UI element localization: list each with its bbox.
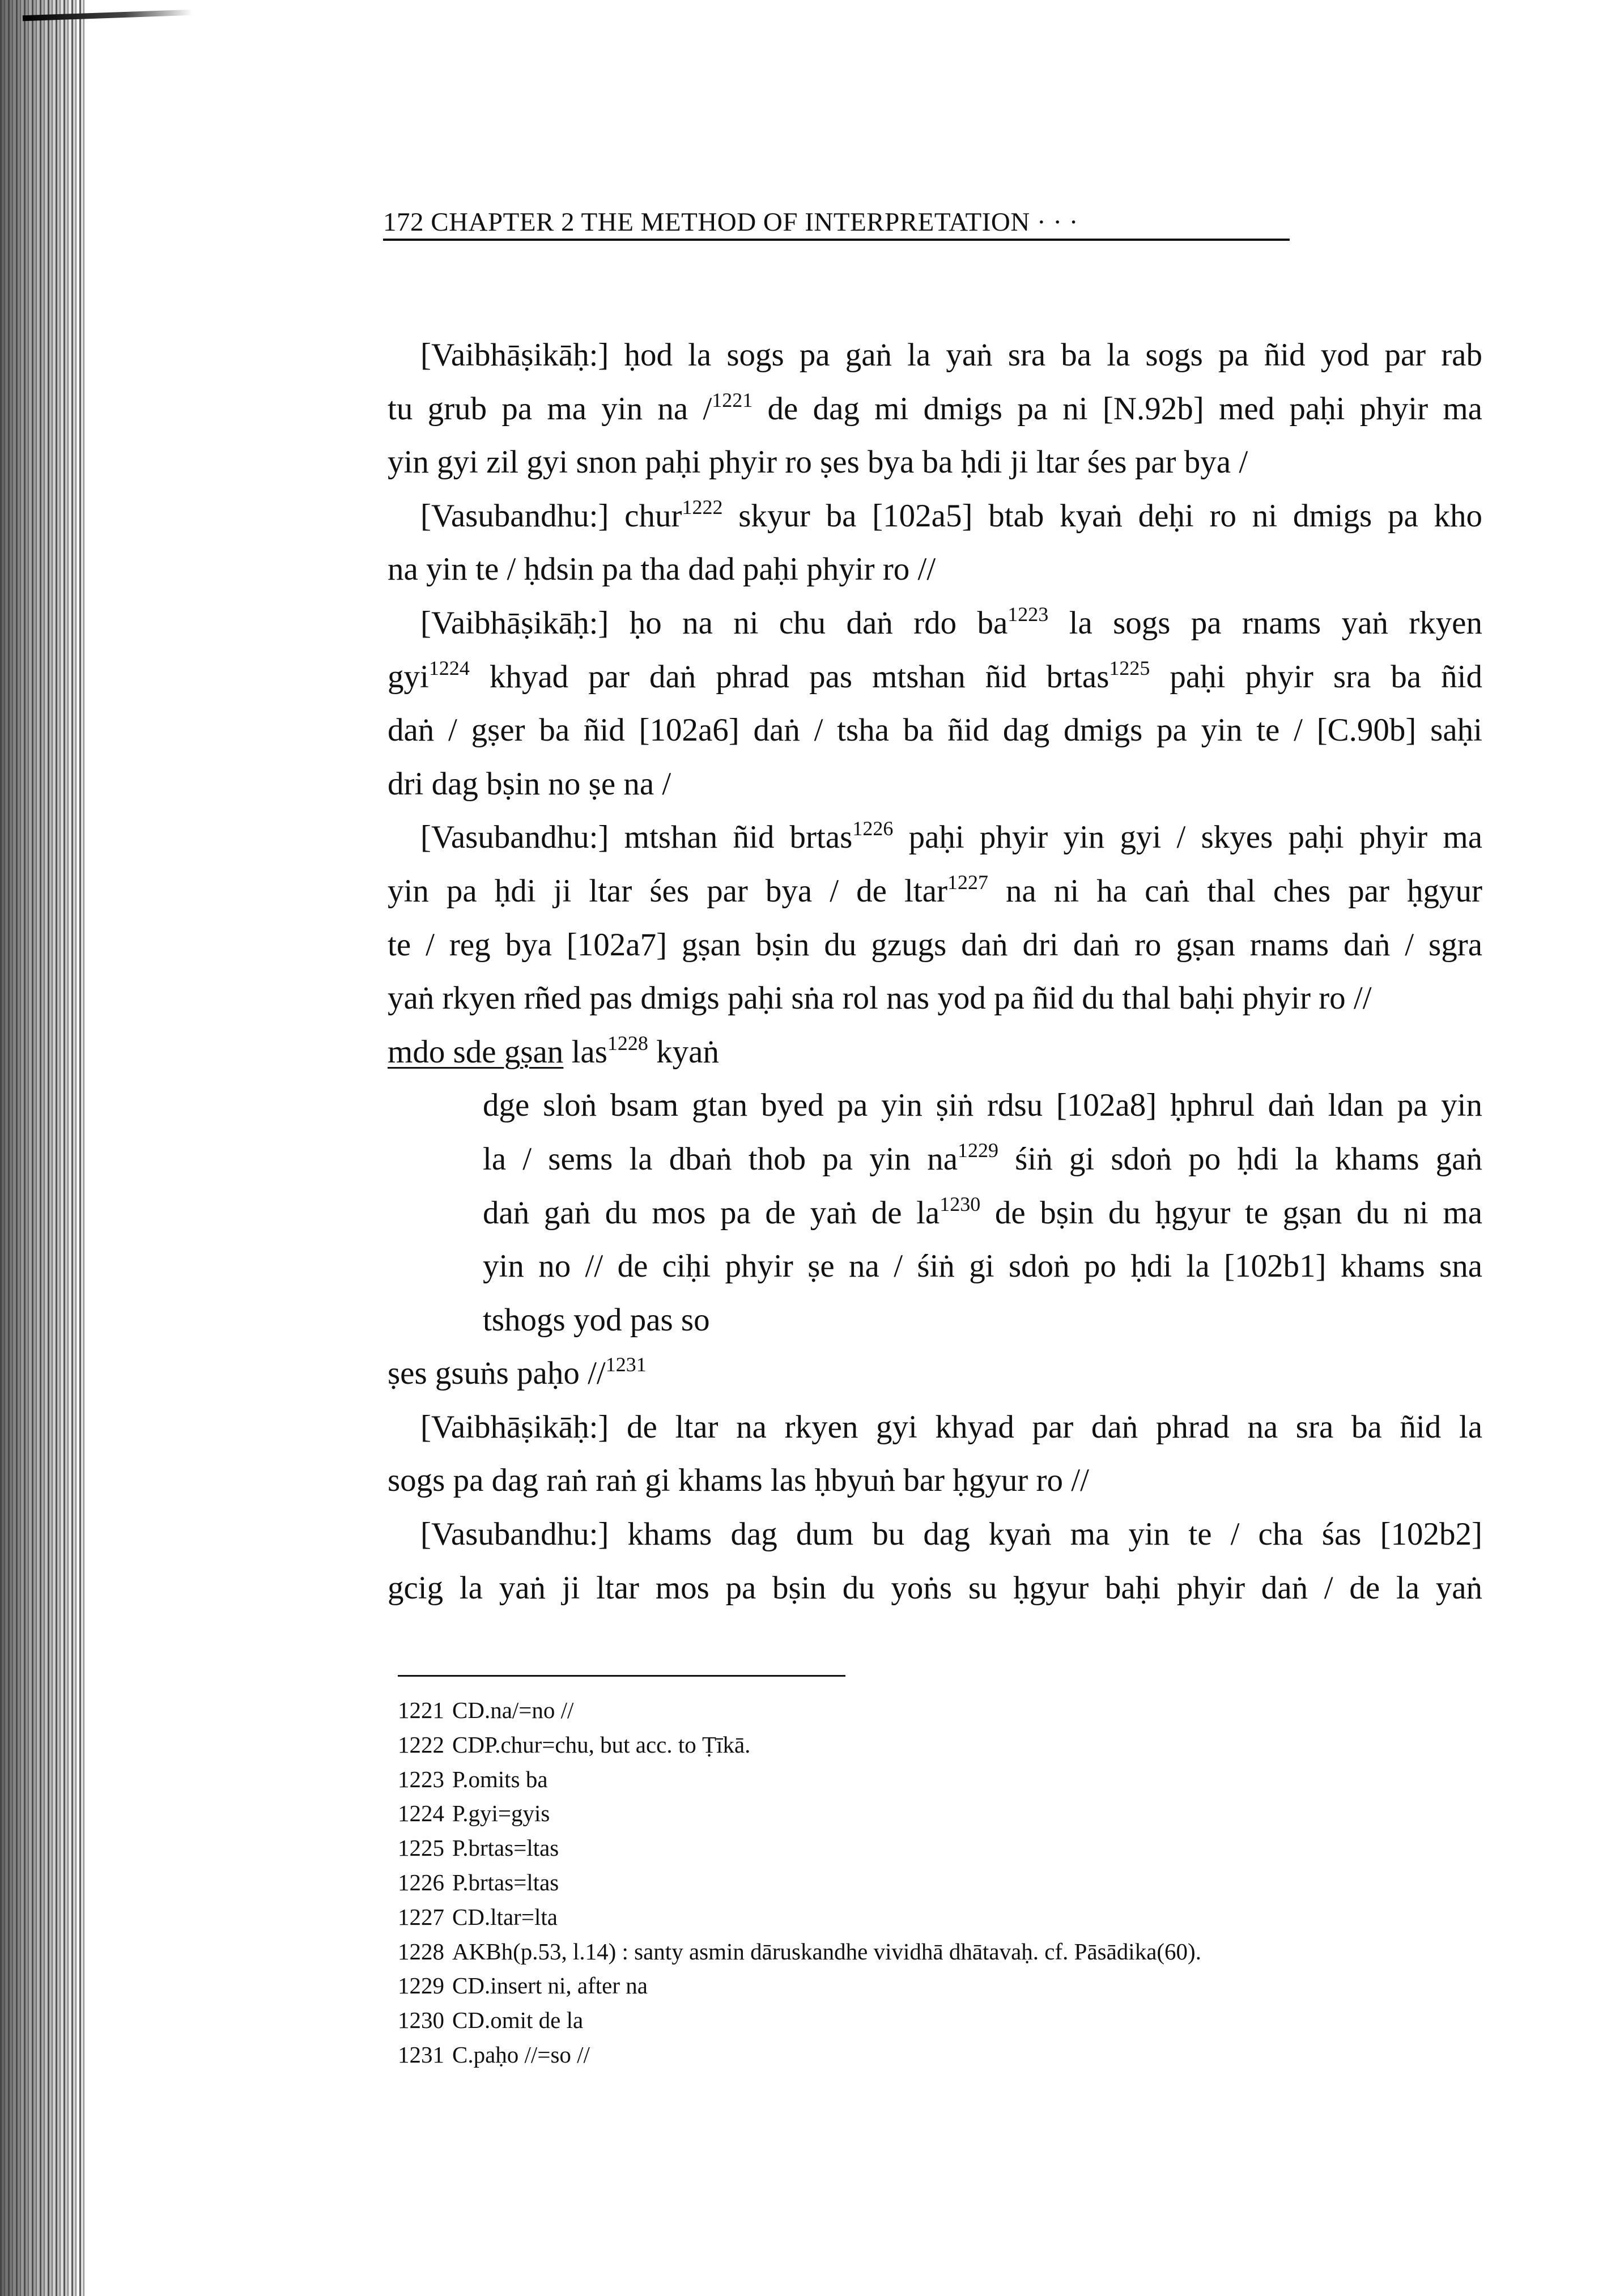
footnote-number: 1227 <box>398 1903 444 1930</box>
footnote-ref: 1229 <box>958 1138 999 1162</box>
text-line <box>388 382 1482 436</box>
footnote-ref: 1224 <box>428 656 470 679</box>
text-line <box>388 1454 1482 1508</box>
footnote-text: P.brtas=ltas <box>452 1835 559 1861</box>
footnote-text: P.omits ba <box>452 1766 548 1792</box>
text-line <box>388 1187 1482 1240</box>
text-segment: tshogs yod pas so <box>483 1302 710 1338</box>
footnote-text: AKBh(p.53, l.14) : santy asmin dāruskandhe vividhā dhātavaḥ. cf. Pāsādika(60). <box>452 1938 1201 1965</box>
text-line <box>388 865 1482 919</box>
footnote <box>398 1796 1201 1831</box>
text-line <box>388 1079 1482 1133</box>
text-segment: dge sloṅ bsam gtan byed pa yin ṣiṅ rdsu [102a8] ḥphrul daṅ ldan pa yin <box>483 1087 1482 1124</box>
text-segment: [Vaibhāṣikāḥ:] ḥod la sogs pa gaṅ la yaṅ sra ba la sogs pa ñid yod par rab <box>420 337 1482 373</box>
footnote <box>398 1728 1201 1762</box>
main-text <box>388 329 1482 1615</box>
text-segment: [Vasubandhu:] khams dag dum bu dag kyaṅ ma yin te / cha śas [102b2] <box>420 1516 1482 1553</box>
scan-binding-edge <box>0 0 85 2296</box>
footnote-number: 1222 <box>398 1731 444 1758</box>
text-segment: sogs pa dag raṅ raṅ gi khams las ḥbyuṅ bar ḥgyur ro // <box>388 1462 1089 1499</box>
footnote-ref: 1225 <box>1109 656 1150 679</box>
footnote-text: CD.ltar=lta <box>452 1903 558 1930</box>
text-segment: daṅ / gṣer ba ñid [102a6] daṅ / tsha ba ñid dag dmigs pa yin te / [C.90b] saḥi <box>388 712 1482 749</box>
text-line <box>388 1562 1482 1615</box>
running-head: 172 CHAPTER 2 THE METHOD OF INTERPRETATION · · · <box>383 207 1290 241</box>
footnote <box>398 1934 1201 1969</box>
footnote-number: 1221 <box>398 1697 444 1723</box>
text-segment: de bṣin du ḥgyur te gṣan du ni ma <box>980 1194 1482 1231</box>
text-segment: la sogs pa rnams yaṅ rkyen <box>1048 605 1482 641</box>
text-segment: daṅ gaṅ du mos pa de yaṅ de la <box>483 1194 940 1231</box>
footnote-ref: 1222 <box>682 495 723 518</box>
text-line <box>388 811 1482 865</box>
footnote-number: 1230 <box>398 2007 444 2034</box>
text-segment: de dag mi dmigs pa ni [N.92b] med paḥi phyir ma <box>753 390 1482 427</box>
footnote-text: CDP.chur=chu, but acc. to Ṭīkā. <box>452 1731 751 1758</box>
footnote <box>398 2003 1201 2038</box>
footnote-ref: 1228 <box>607 1031 648 1055</box>
footnote <box>398 1865 1201 1900</box>
text-segment: [Vasubandhu:] mtshan ñid brtas <box>420 819 853 856</box>
text-line <box>388 1240 1482 1294</box>
text-segment: paḥi phyir yin gyi / skyes paḥi phyir ma <box>893 819 1482 856</box>
footnote <box>398 1762 1201 1797</box>
footnote-ref: 1226 <box>852 817 894 840</box>
text-line <box>388 597 1482 650</box>
footnote-ref: 1227 <box>947 870 988 894</box>
footnote-number: 1229 <box>398 1972 444 1999</box>
text-segment: kyaṅ <box>648 1034 719 1070</box>
footnote-number: 1223 <box>398 1766 444 1792</box>
text-segment: [Vaibhāṣikāḥ:] de ltar na rkyen gyi khyad par daṅ phrad na sra ba ñid la <box>420 1409 1482 1445</box>
text-segment: [Vasubandhu:] chur <box>420 498 682 534</box>
text-line <box>388 490 1482 543</box>
footnote-ref: 1221 <box>712 388 753 411</box>
footnote-number: 1228 <box>398 1938 444 1965</box>
text-line <box>388 543 1482 597</box>
footnote-number: 1224 <box>398 1800 444 1827</box>
underlined-text: mdo sde gṣan <box>388 1034 564 1070</box>
footnote-text: CD.omit de la <box>452 2007 584 2034</box>
text-segment: paḥi phyir sra ba ñid <box>1150 658 1482 695</box>
text-line <box>388 436 1482 490</box>
footnote-number: 1231 <box>398 2041 444 2068</box>
footnote-divider <box>398 1675 845 1677</box>
text-line <box>388 1347 1482 1401</box>
footnote-number: 1225 <box>398 1835 444 1861</box>
text-segment: las <box>563 1034 607 1070</box>
text-line <box>388 1026 1482 1079</box>
footnote-text: CD.na/=no // <box>452 1697 574 1723</box>
text-segment: ṣes gsuṅs paḥo // <box>388 1355 606 1392</box>
text-line <box>388 919 1482 972</box>
text-line <box>388 650 1482 704</box>
footnote-ref: 1231 <box>605 1353 647 1376</box>
text-line <box>388 1294 1482 1347</box>
text-line <box>388 1401 1482 1455</box>
text-segment: la / sems la dbaṅ thob pa yin na <box>483 1141 958 1177</box>
footnote-ref: 1223 <box>1007 602 1049 626</box>
text-segment: dri dag bṣin no ṣe na / <box>388 766 671 802</box>
text-line <box>388 1133 1482 1187</box>
text-segment: yin gyi zil gyi snon paḥi phyir ro ṣes bya ba ḥdi ji ltar śes par bya / <box>388 444 1248 481</box>
text-line <box>388 329 1482 382</box>
text-segment: gyi <box>388 658 429 695</box>
footnote <box>398 1968 1201 2003</box>
text-segment: skyur ba [102a5] btab kyaṅ deḥi ro ni dmigs pa kho <box>722 498 1482 534</box>
footnote <box>398 1900 1201 1934</box>
text-segment: te / reg bya [102a7] gṣan bṣin du gzugs daṅ dri daṅ ro gṣan rnams daṅ / sgra <box>388 926 1482 963</box>
text-line <box>388 972 1482 1026</box>
footnote-number: 1226 <box>398 1869 444 1895</box>
footnote-text: P.gyi=gyis <box>452 1800 550 1827</box>
text-segment: na ni ha caṅ thal ches par ḥgyur <box>988 873 1482 909</box>
text-segment: yaṅ rkyen rñed pas dmigs paḥi sṅa rol nas yod pa ñid du thal baḥi phyir ro // <box>388 980 1372 1017</box>
footnote-text: CD.insert ni, after na <box>452 1972 648 1999</box>
footnote <box>398 1693 1201 1728</box>
footnote-text: C.paḥo //=so // <box>452 2041 590 2068</box>
text-segment: [Vaibhāṣikāḥ:] ḥo na ni chu daṅ rdo ba <box>420 605 1008 641</box>
footnotes <box>398 1693 1201 2072</box>
text-segment: tu grub pa ma yin na / <box>388 390 712 427</box>
footnote-ref: 1230 <box>939 1192 981 1215</box>
footnote-text: P.brtas=ltas <box>452 1869 559 1895</box>
text-segment: yin no // de ciḥi phyir ṣe na / śiṅ gi sdoṅ po ḥdi la [102b1] khams sna <box>483 1248 1482 1285</box>
text-segment: gcig la yaṅ ji ltar mos pa bṣin du yoṅs su ḥgyur baḥi phyir daṅ / de la yaṅ <box>388 1570 1482 1606</box>
footnote <box>398 1831 1201 1865</box>
text-segment: na yin te / ḥdsin pa tha dad paḥi phyir ro // <box>388 551 936 588</box>
text-line <box>388 1508 1482 1562</box>
footnote <box>398 2038 1201 2072</box>
text-segment: khyad par daṅ phrad pas mtshan ñid brtas <box>469 658 1109 695</box>
text-segment: yin pa ḥdi ji ltar śes par bya / de ltar <box>388 873 947 909</box>
text-segment: śiṅ gi sdoṅ po ḥdi la khams gaṅ <box>998 1141 1482 1177</box>
text-line <box>388 758 1482 811</box>
text-line <box>388 704 1482 758</box>
